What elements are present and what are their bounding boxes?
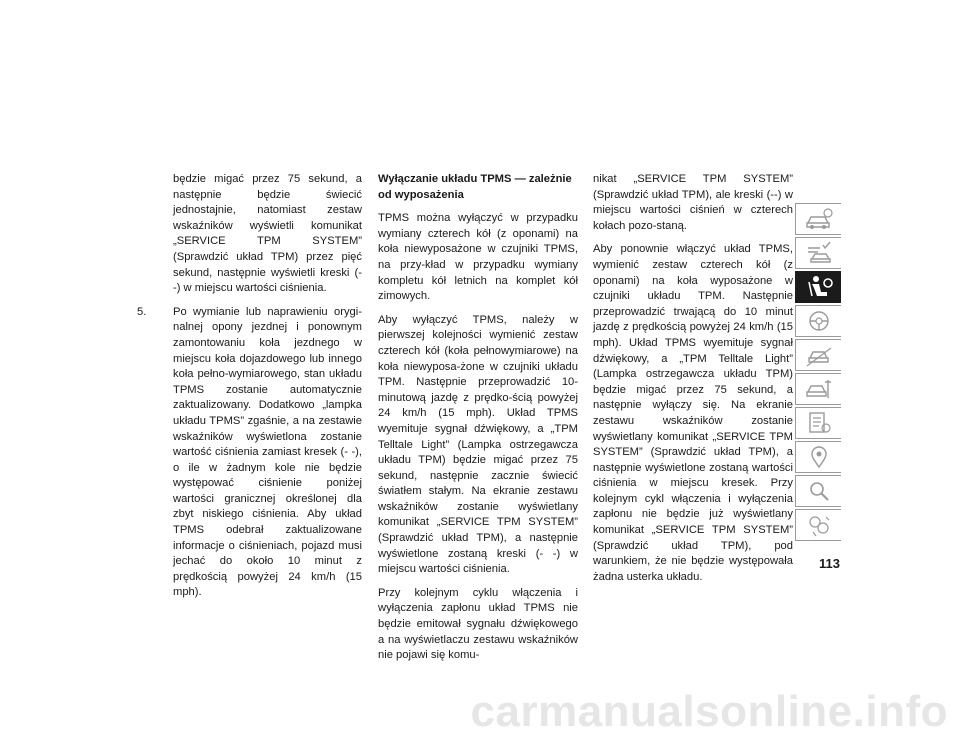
tab-car-info[interactable] [795, 203, 841, 235]
paragraph: nikat „SERVICE TPM SYSTEM” (Sprawdzić układ TPM), ale kreski (--) w miejscu wartości ciśnień w czterech kołach pozo-staną. [593, 173, 793, 232]
tab-car-check[interactable] [795, 237, 841, 269]
car-road-icon [804, 342, 834, 368]
tab-service-list[interactable] [795, 407, 841, 439]
list-item-5 [137, 305, 362, 601]
car-tools-icon [804, 376, 834, 402]
tab-languages[interactable] [795, 509, 841, 541]
car-check-icon [804, 240, 834, 266]
magnifier-icon [804, 478, 834, 504]
service-list-icon [804, 410, 834, 436]
list-item-text: Po wymianie lub naprawieniu orygi-nalnej opony jezdnej i ponownym zamontowaniu koła jezdnego w miejscu koła dojazdowego lub innego koła pełno-wymiarowego, stan układu TPMS zostanie automatycznie zaktualizowany. Dodatkowo „lampka układu TPMS” zgaśnie, a na zestawie wskaźników wyświetlona zostanie wartość ciśnienia zamiast kresek (- -), o ile w żadnym kole nie będzie występować ciśnienie poniżej wartości granicznej określonej dla zbyt niskiego ciśnienia. Aby układ TPMS odebrał zaktualizowane informacje o ciśnieniach, pojazd musi jechać do około 10 minut z prędkością powyżej 24 km/h (15 mph). [173, 305, 362, 599]
text-column-2 [378, 172, 578, 672]
steering-wheel-icon [804, 308, 834, 334]
paragraph: Aby ponownie włączyć układ TPMS, wymienić zestaw czterech kół (z oponami) na koła wyposażone w czujniki układu TPM. Następnie przeprowadzić trwającą do 10 minut jazdę z prędkością powyżej 24 km/h (15 mph). Układ TPMS wyemituje sygnał dźwiękowy, a „TPM Telltale Light” (Lampka ostrzegawcza układu TPM) będzie migać przez 75 sekund, a następnie wyłączy się. Na ekranie zestawu wskaźników zostanie wyświetlany komunikat „SERVICE TPM SYSTEM” (Sprawdzić układ TPM), a następnie wyświetlone zostaną wartości ciśnienia w miejscu kresek. Przy kolejnym cykl włączenia i wyłączenia zapłonu nie będzie już wyświetlany komunikat „SERVICE TPM SYSTEM” (Sprawdzić układ TPM), pod warunkiem, że nie będzie występowała żadna usterka układu. [593, 243, 793, 583]
paragraph-continuation: będzie migać przez 75 sekund, a następnie będzie świecić jednostajnie, natomiast zestaw wskaźników wyświetli komunikat „SERVICE TPM SYSTEM” (Sprawdzić układ TPM) przez pięć sekund, następnie wyświetli kreski (- -) w miejscu wartości ciśnienia. [173, 173, 362, 295]
text-column-1 [137, 172, 362, 609]
tab-car-tools[interactable] [795, 373, 841, 405]
page-number: 113 [819, 556, 840, 571]
section-heading: Wyłączanie układu TPMS — zależnie od wyposażenia [378, 173, 572, 201]
seat-airbag-icon [804, 274, 834, 300]
list-item-number: 5. [137, 305, 147, 318]
chapter-tabs [795, 203, 841, 540]
tab-magnifier[interactable] [795, 475, 841, 507]
languages-icon [804, 512, 834, 538]
tab-car-road[interactable] [795, 339, 841, 371]
text-column-3 [593, 172, 793, 593]
car-info-icon [804, 206, 834, 232]
paragraph: TPMS można wyłączyć w przypadku wymiany czterech kół (z oponami) na koła niewyposażone w czujniki TPMS, na przy-kład w przypadku wymiany kompletu kół letnich na komplet kół zimowych. [378, 212, 578, 303]
watermark: carmanualsonline.info [470, 687, 948, 736]
tab-map-pin[interactable] [795, 441, 841, 473]
tab-seat-airbag[interactable] [795, 271, 841, 303]
paragraph: Aby wyłączyć TPMS, należy w pierwszej kolejności wymienić zestaw czterech kół (koła pełnowymiarowe) na koła niewyposa-żone w czujniki układu TPM. Następnie przeprowadzić 10-minutową jazdę z prędko-ścią powyżej 24 km/h (15 mph). Układ TPMS wyemituje sygnał dźwiękowy, a „TPM Telltale Light” (Lampka ostrzegawcza układu TPM) będzie migać przez 75 sekund, następnie zacznie świecić światłem stałym. Na ekranie zestawu wskaźników zostanie wyświetlany komunikat „SERVICE TPM SYSTEM” (Sprawdzić układ TPM), a następnie wyświetlone zostaną kreski (- -) w miejscu wartości ciśnienia. [378, 313, 578, 576]
map-pin-icon [804, 444, 834, 470]
tab-steering-wheel[interactable] [795, 305, 841, 337]
paragraph: Przy kolejnym cyklu włączenia i wyłączenia zapłonu układ TPMS nie będzie emitował sygnału dźwiękowego a na wyświetlaczu zestawu wskaźników nie pojawi się komu- [378, 586, 578, 662]
